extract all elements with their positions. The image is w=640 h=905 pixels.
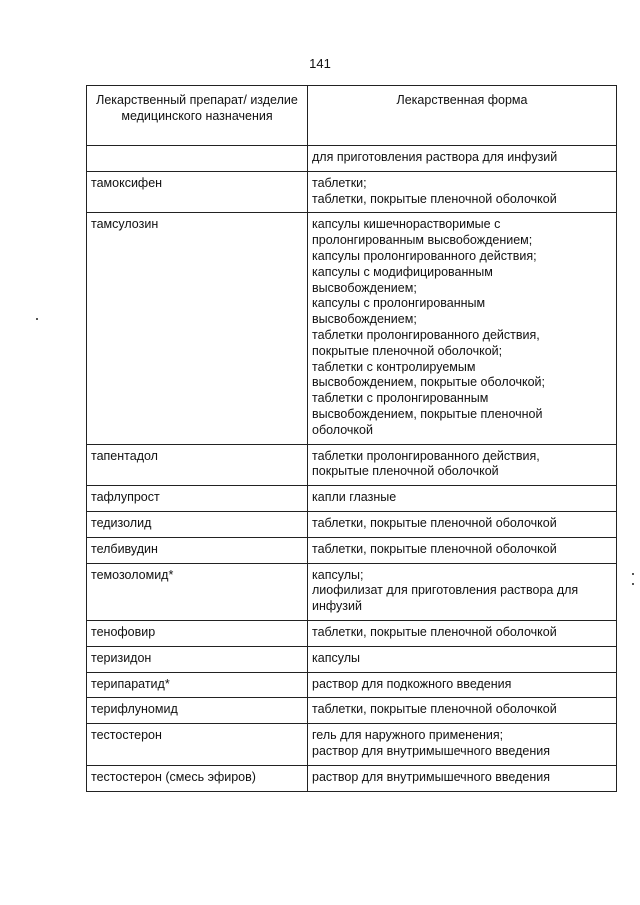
table-row [87, 698, 617, 724]
table-row [87, 672, 617, 698]
table-row [87, 563, 617, 620]
dosage-form-cell [308, 213, 617, 444]
dosage-form-line: покрытые пленочной оболочкой [312, 464, 499, 479]
table-row [87, 620, 617, 646]
table-row [87, 213, 617, 444]
scan-speck [36, 318, 38, 320]
dosage-form-line: пролонгированным высвобождением; [312, 233, 533, 248]
drug-name-cell: тестостерон [87, 724, 308, 766]
dosage-form-line: таблетки, покрытые пленочной оболочкой [312, 624, 557, 639]
drug-name-cell: тестостерон (смесь эфиров) [87, 765, 308, 791]
dosage-form-line: раствор для подкожного введения [312, 676, 512, 691]
dosage-form-line: таблетки с контролируемым [312, 359, 476, 374]
dosage-form-line: таблетки, покрытые пленочной оболочкой [312, 541, 557, 556]
drug-name-cell: терифлуномид [87, 698, 308, 724]
drug-name-cell: терипаратид* [87, 672, 308, 698]
dosage-form-line: капсулы с модифицированным [312, 264, 493, 279]
drug-name-cell: телбивудин [87, 537, 308, 563]
dosage-form-line: высвобождением; [312, 312, 417, 327]
dosage-form-cell [308, 486, 617, 512]
drug-name-cell: тамсулозин [87, 213, 308, 444]
table-row [87, 646, 617, 672]
table-row [87, 724, 617, 766]
dosage-form-line: высвобождением, покрытые пленочной [312, 406, 543, 421]
drug-name-cell: тафлупрост [87, 486, 308, 512]
table-row [87, 765, 617, 791]
dosage-form-line: таблетки с пролонгированным [312, 391, 489, 406]
drug-name-cell [87, 146, 308, 172]
drug-name-cell: тапентадол [87, 444, 308, 486]
dosage-form-cell [308, 444, 617, 486]
table-row [87, 537, 617, 563]
table-row [87, 486, 617, 512]
dosage-form-cell [308, 672, 617, 698]
dosage-form-cell [308, 537, 617, 563]
dosage-form-line: таблетки, покрытые пленочной оболочкой [312, 702, 557, 717]
dosage-form-cell [308, 146, 617, 172]
dosage-form-cell [308, 765, 617, 791]
dosage-form-line: капсулы; [312, 567, 364, 582]
table-body [87, 146, 617, 792]
dosage-form-line: таблетки пролонгированного действия, [312, 448, 540, 463]
drug-name-cell: тедизолид [87, 511, 308, 537]
dosage-form-cell [308, 620, 617, 646]
dosage-form-line: лиофилизат для приготовления раствора для [312, 583, 579, 598]
dosage-form-line: покрытые пленочной оболочкой; [312, 343, 503, 358]
dosage-form-cell [308, 724, 617, 766]
dosage-form-line: таблетки пролонгированного действия, [312, 327, 540, 342]
scan-speck [632, 583, 634, 585]
dosage-form-line: высвобождением; [312, 280, 417, 295]
table-row [87, 444, 617, 486]
dosage-form-cell [308, 563, 617, 620]
dosage-form-cell [308, 511, 617, 537]
header-drug: Лекарственный препарат/ изделие медицинского назначения [87, 86, 308, 146]
dosage-form-line: капсулы пролонгированного действия; [312, 248, 537, 263]
dosage-form-line: раствор для внутримышечного введения [312, 769, 550, 784]
table-row [87, 171, 617, 213]
dosage-form-cell [308, 171, 617, 213]
dosage-form-cell [308, 698, 617, 724]
scan-speck [632, 573, 634, 575]
header-form: Лекарственная форма [308, 86, 617, 146]
table-header-row [87, 86, 617, 146]
drug-name-cell: темозоломид* [87, 563, 308, 620]
drug-form-table [86, 85, 617, 792]
table-row [87, 146, 617, 172]
drug-name-cell: теризидон [87, 646, 308, 672]
dosage-form-line: таблетки, покрытые пленочной оболочкой [312, 515, 557, 530]
dosage-form-line: для приготовления раствора для инфузий [312, 150, 558, 164]
dosage-form-line: инфузий [312, 599, 362, 614]
dosage-form-line: капсулы [312, 650, 360, 665]
dosage-form-line: таблетки; [312, 175, 367, 190]
dosage-form-line: высвобождением, покрытые оболочкой; [312, 375, 545, 390]
dosage-form-line: капсулы с пролонгированным [312, 296, 486, 311]
drug-name-cell: тамоксифен [87, 171, 308, 213]
page-number: 141 [309, 56, 331, 71]
dosage-form-line: гель для наружного применения; [312, 728, 504, 743]
dosage-form-cell [308, 646, 617, 672]
dosage-form-line: оболочкой [312, 422, 373, 437]
dosage-form-line: раствор для внутримышечного введения [312, 743, 550, 758]
dosage-form-line: капли глазные [312, 490, 397, 505]
drug-name-cell: тенофовир [87, 620, 308, 646]
dosage-form-line: таблетки, покрытые пленочной оболочкой [312, 191, 557, 206]
table-row [87, 511, 617, 537]
dosage-form-line: капсулы кишечнорастворимые с [312, 217, 501, 232]
